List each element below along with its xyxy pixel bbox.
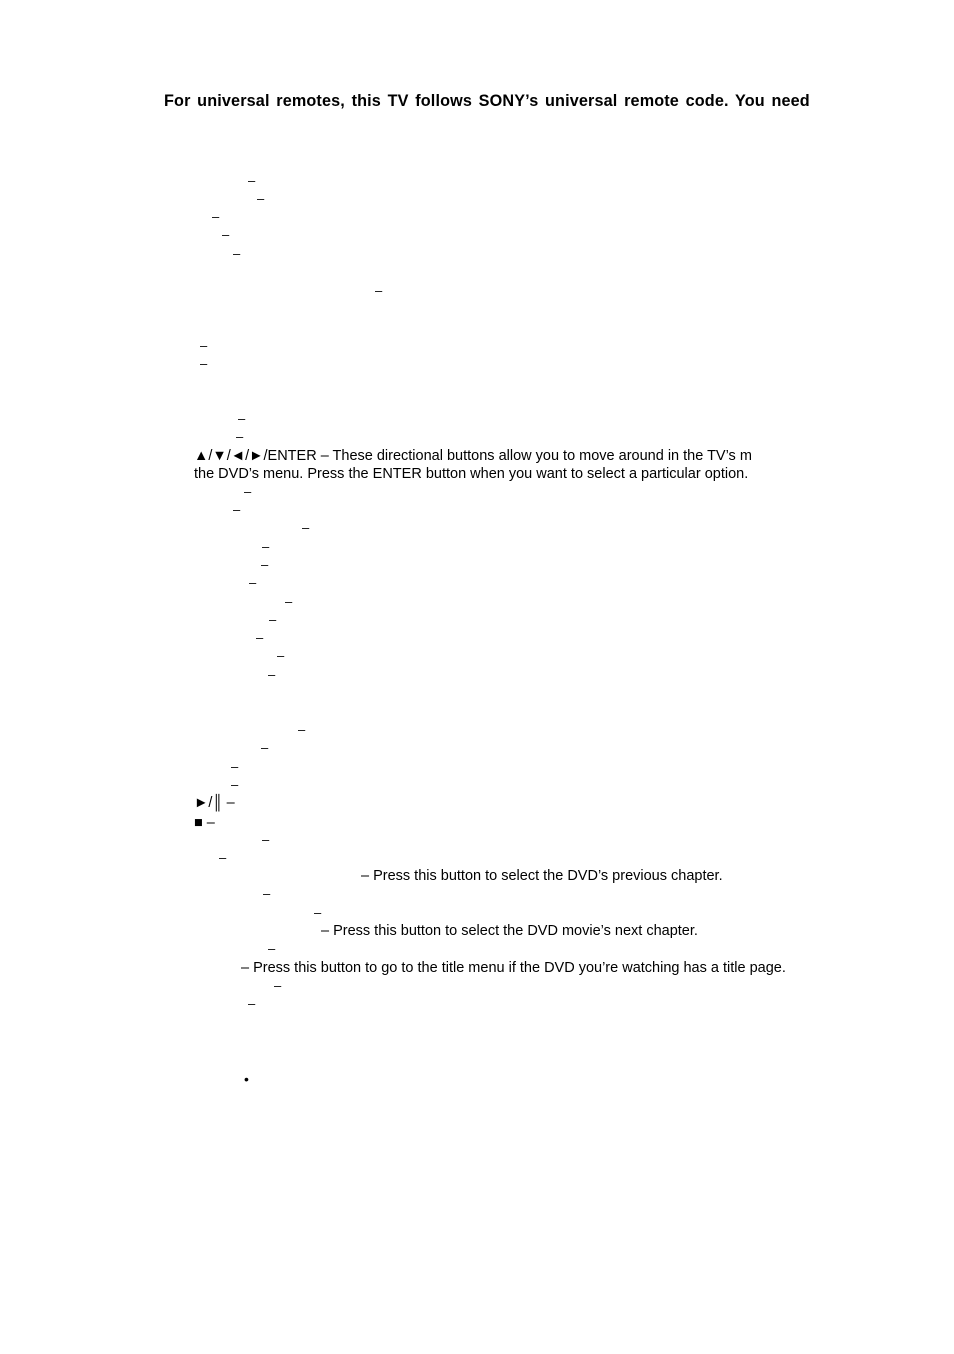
dash-mark: –: [277, 648, 285, 663]
dash-mark: –: [238, 411, 246, 426]
dash-mark: –: [263, 886, 271, 901]
universal-remote-heading: For universal remotes, this TV follows SONY’s universal remote code. You need: [164, 92, 810, 110]
dash-mark: –: [248, 173, 256, 188]
dash-mark: –: [249, 575, 257, 590]
dash-mark: –: [262, 832, 270, 847]
dash-mark: –: [269, 612, 277, 627]
dash-mark: –: [285, 594, 293, 609]
dash-mark: –: [268, 941, 276, 956]
dash-mark: –: [274, 978, 282, 993]
dash-mark: –: [261, 557, 269, 572]
dash-mark: –: [257, 191, 265, 206]
dash-mark: –: [261, 740, 269, 755]
dash-mark: –: [375, 283, 383, 298]
dash-mark: –: [233, 502, 241, 517]
dash-mark: –: [200, 356, 208, 371]
dash-mark: –: [200, 338, 208, 353]
dash-mark: –: [262, 539, 270, 554]
dash-mark: –: [236, 429, 244, 444]
play-pause-symbol: ►/║ –: [194, 795, 235, 811]
previous-chapter-description: – Press this button to select the DVD’s previous chapter.: [361, 868, 723, 884]
dash-mark: –: [212, 209, 220, 224]
dash-mark: –: [302, 520, 310, 535]
dash-mark: –: [248, 996, 256, 1011]
dash-mark: –: [256, 630, 264, 645]
dash-mark: –: [244, 484, 252, 499]
list-bullet: •: [244, 1071, 249, 1087]
stop-symbol: ■ –: [194, 815, 215, 831]
next-chapter-description: – Press this button to select the DVD movie’s next chapter.: [321, 923, 698, 939]
dash-mark: –: [219, 850, 227, 865]
enter-button-description-line-1: ▲/▼/◄/►/ENTER – These directional buttons allow you to move around in the TV’s m: [194, 448, 752, 464]
dash-mark: –: [233, 246, 241, 261]
dash-mark: –: [222, 227, 230, 242]
dash-mark: –: [298, 722, 306, 737]
dash-mark: –: [231, 777, 239, 792]
dash-mark: –: [231, 759, 239, 774]
dash-mark: –: [268, 667, 276, 682]
enter-button-description-line-2: the DVD’s menu. Press the ENTER button when you want to select a particular option.: [194, 466, 749, 482]
dash-mark: –: [314, 905, 322, 920]
title-menu-description: – Press this button to go to the title menu if the DVD you’re watching has a title page.: [241, 960, 786, 976]
